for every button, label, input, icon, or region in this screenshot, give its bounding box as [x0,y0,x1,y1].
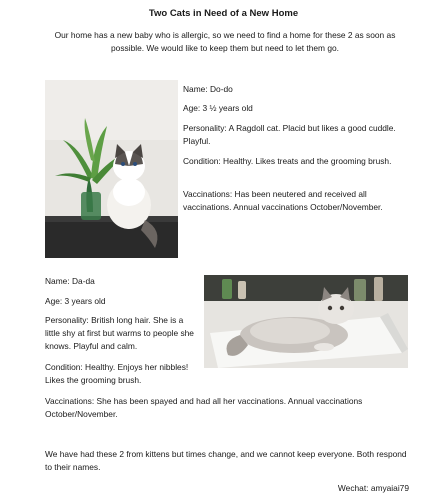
cat-dodo-photo [45,80,178,258]
cat-dodo-age: Age: 3 ½ years old [183,103,253,113]
cat-dada-condition: Condition: Healthy. Enjoys her nibbles! Likes the grooming brush. [45,362,189,385]
closing-paragraph: We have had these 2 from kittens but times change, and we cannot keep everyone. Both respond to their names. [45,449,407,472]
cat-dodo-condition: Condition: Healthy. Likes treats and the grooming brush. [183,156,392,166]
cat-dada-photo [204,275,408,368]
cat-dodo-personality: Personality: A Ragdoll cat. Placid but likes a good cuddle. Playful. [183,123,396,146]
cat-dada-personality: Personality: British long hair. She is a little shy at first but warms to people she knows. Playful and calm. [45,315,194,351]
page-title: Two Cats in Need of a New Home [148,8,299,19]
cat-dada-name: Name: Da-da [45,276,95,286]
cat-dodo-vaccinations: Vaccinations: Has been neutered and received all vaccinations. Annual vaccinations October/November. [183,189,383,212]
cat-dodo-name: Name: Do-do [183,84,233,94]
cat-dada-age: Age: 3 years old [45,296,106,306]
wechat-contact: Wechat: amyaiai79 [337,483,409,493]
cat-dada-vaccinations: Vaccinations: She has been spayed and had all her vaccinations. Annual vaccinations October/November. [45,396,363,419]
intro-paragraph: Our home has a new baby who is allergic, so we need to find a home for these 2 as soon as possible. We would like to keep them but need to let them go. [54,30,396,53]
